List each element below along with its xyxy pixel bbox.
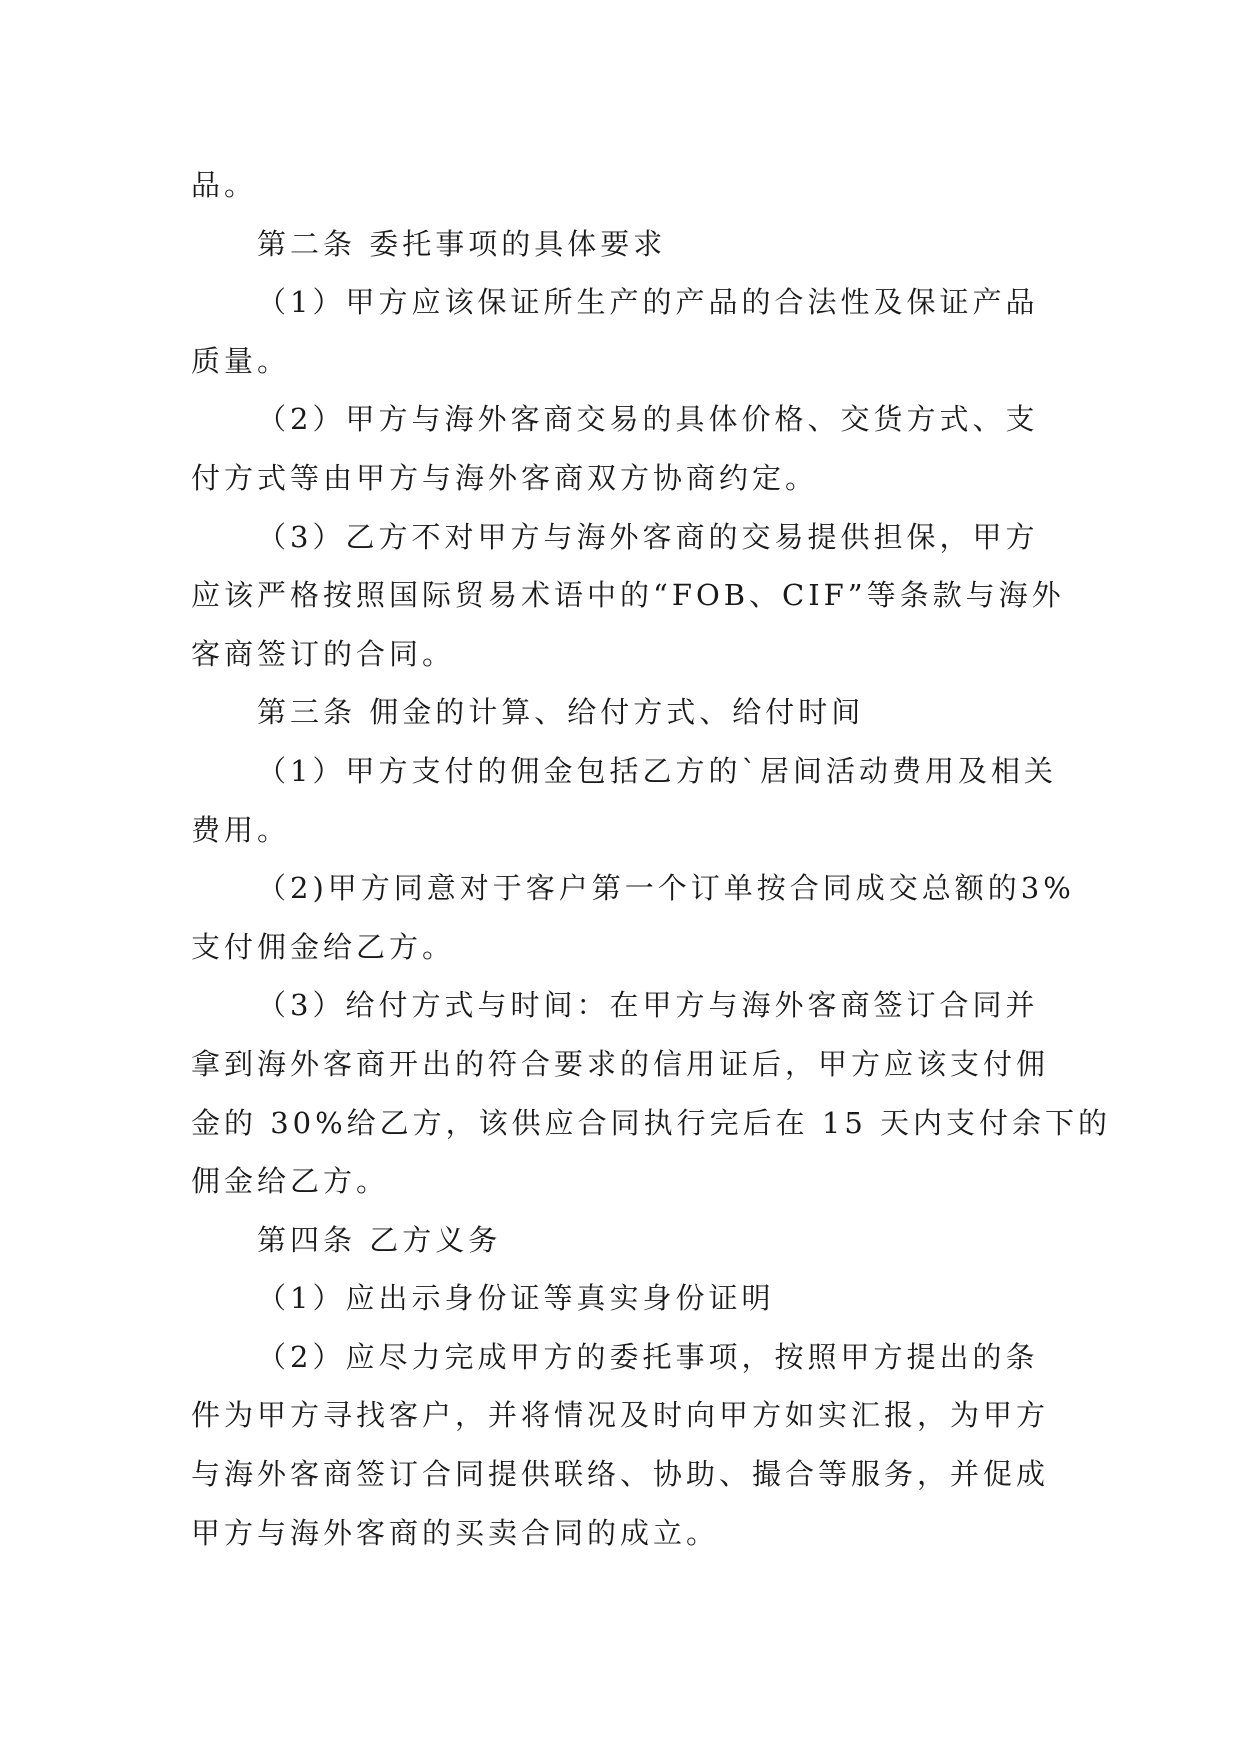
body-text-line: 拿到海外客商开出的符合要求的信用证后，甲方应该支付佣: [191, 1046, 1050, 1081]
article-heading: 第四条 乙方义务: [257, 1222, 502, 1257]
body-text-line: 质量。: [191, 343, 291, 378]
clause-item: （1）甲方支付的佣金包括乙方的`居间活动费用及相关: [257, 753, 1057, 788]
body-text-line: 佣金给乙方。: [191, 1164, 390, 1199]
clause-item: （2）应尽力完成甲方的委托事项，按照甲方提出的条: [257, 1339, 1039, 1374]
clause-item: （3）给付方式与时间：在甲方与海外客商签订合同并: [257, 988, 1039, 1023]
body-text-line: 与海外客商签订合同提供联络、协助、撮合等服务，并促成: [191, 1457, 1050, 1492]
body-text-line: 客商签订的合同。: [191, 636, 456, 671]
body-text-line: 支付佣金给乙方。: [191, 929, 456, 964]
clause-item: （2）甲方与海外客商交易的具体价格、交货方式、支: [257, 402, 1039, 437]
clause-item: （3）乙方不对甲方与海外客商的交易提供担保，甲方: [257, 519, 1039, 554]
body-text-line: 费用。: [191, 812, 291, 847]
clause-item: （1）甲方应该保证所生产的产品的合法性及保证产品: [257, 285, 1039, 320]
body-text-line: 件为甲方寻找客户，并将情况及时向甲方如实汇报，为甲方: [191, 1398, 1050, 1433]
body-text-line: 付方式等由甲方与海外客商双方协商约定。: [191, 460, 819, 495]
clause-item: （1）应出示身份证等真实身份证明: [257, 1281, 775, 1316]
body-text-line: 甲方与海外客商的买卖合同的成立。: [191, 1515, 720, 1550]
body-text-line: 金的 30%给乙方，该供应合同执行完后在 15 天内支付余下的: [191, 1105, 1112, 1140]
article-heading: 第二条 委托事项的具体要求: [257, 226, 667, 261]
body-text-line: 应该严格按照国际贸易术语中的“FOB、CIF”等条款与海外: [191, 578, 1065, 613]
document-body: [191, 156, 1112, 1562]
body-text-line: 品。: [191, 168, 258, 202]
article-heading: 第三条 佣金的计算、给付方式、给付时间: [257, 695, 865, 730]
clause-item: （2)甲方同意对于客户第一个订单按合同成交总额的3%: [257, 871, 1075, 906]
